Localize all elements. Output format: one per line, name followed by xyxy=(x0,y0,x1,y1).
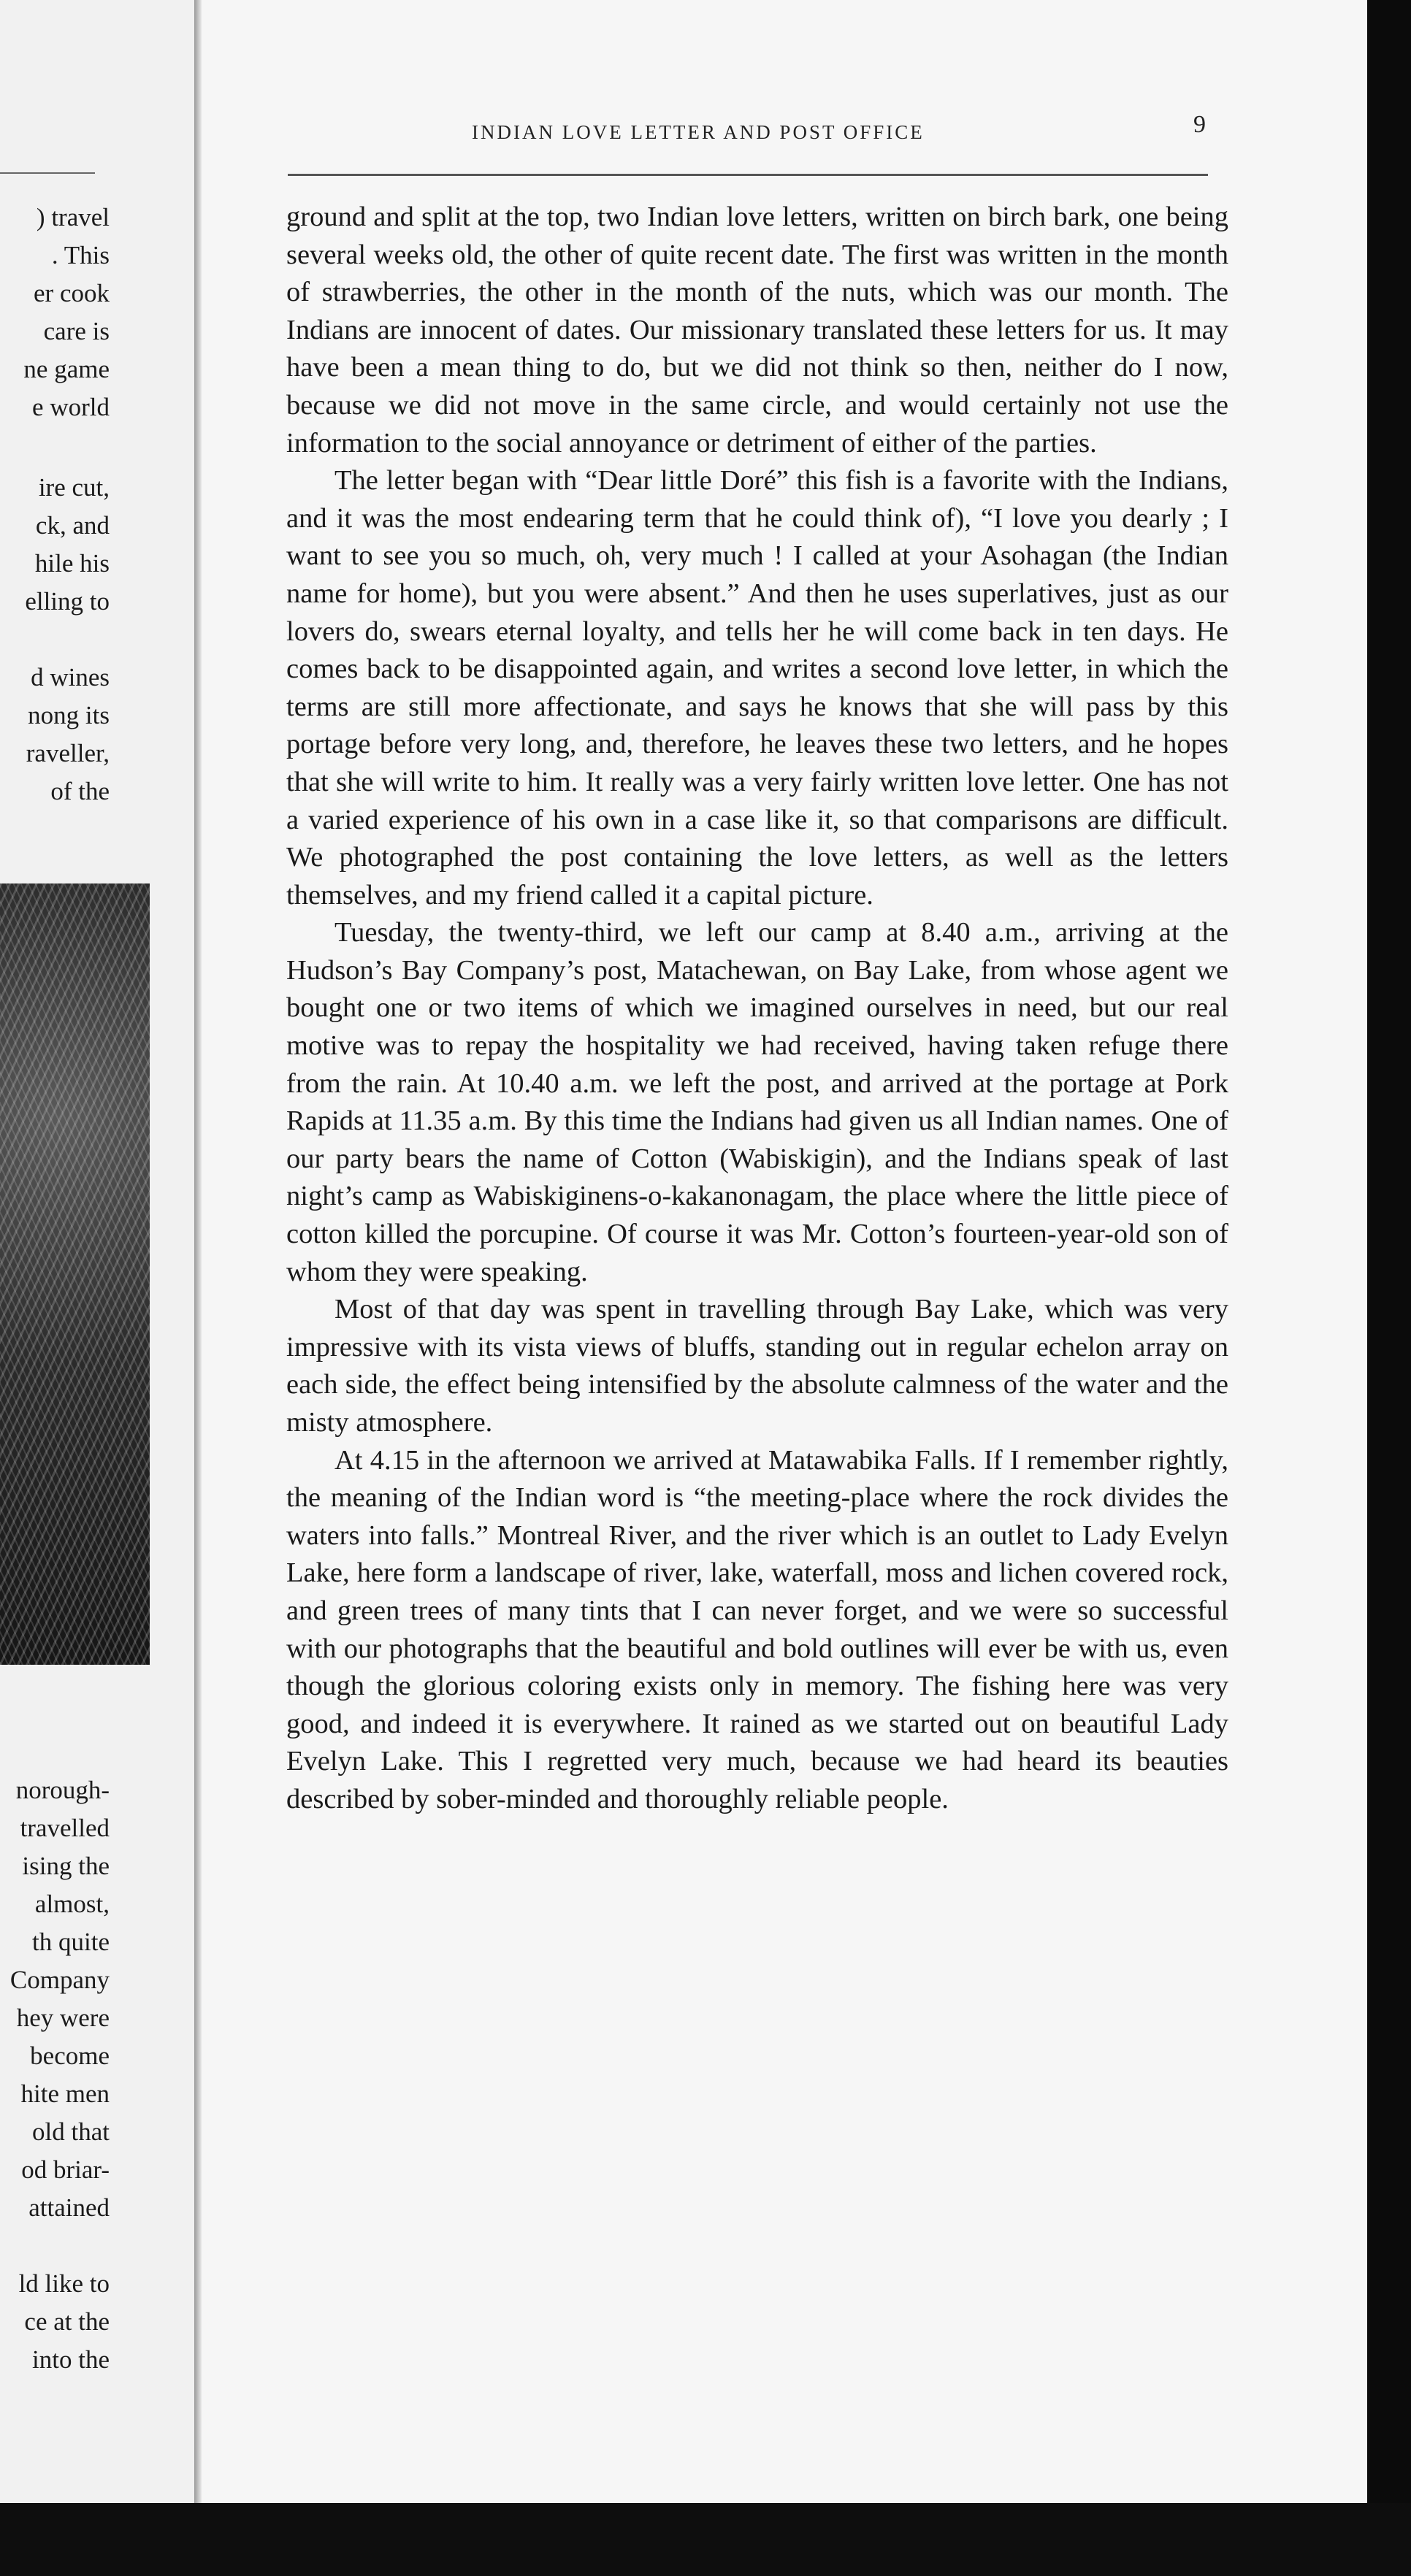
left-text-fragment: hey were xyxy=(16,2004,110,2032)
left-text-fragment: ce at the xyxy=(24,2307,110,2336)
left-text-fragment: e world xyxy=(32,393,110,421)
paragraph: The letter began with “Dear little Doré” this fish is a favorite with the Indians, and it was the most endearing term that he could think of), “I love you dearly ; I want to see you so much, oh, very much ! I called at your Asohagan (the Indian name for home), but you were absent.” And then he uses superlatives, just as our lovers do, swears eternal loyalty, and tells her he will come back in ten days. He comes back to be disappointed again, and writes a second love letter, in which the terms are still more affectionate, and says he knows that she will pass by this portage before very long, and, therefore, he leaves these two letters, and he hopes that she will write to him. It really was a very fairly written love letter. One has not a varied experience of his own in a case like it, so that comparisons are difficult. We photographed the post containing the love letters, as well as the letters themselves, and my friend called it a capital picture. xyxy=(286,465,1228,911)
left-text-fragment: attained xyxy=(28,2193,110,2222)
left-page xyxy=(0,0,198,2503)
left-text-fragment: elling to xyxy=(25,587,110,616)
header-rule xyxy=(288,174,1208,176)
paragraph: Most of that day was spent in travelling through Bay Lake, which was very impressive with its vista views of bluffs, standing out in regular echelon array on each side, the effect being intensified by the absolute calmness of the water and the misty atmosphere. xyxy=(286,1294,1228,1438)
left-text-fragment: er cook xyxy=(34,279,110,307)
left-text-fragment: of the xyxy=(50,777,110,805)
left-page-rule xyxy=(0,172,95,174)
left-text-fragment: care is xyxy=(43,317,110,345)
left-text-fragment: raveller, xyxy=(26,739,110,767)
left-text-fragment: become xyxy=(30,2042,110,2070)
running-head: INDIAN LOVE LETTER AND POST OFFICE xyxy=(472,121,925,143)
right-page xyxy=(202,0,1370,2503)
scan-border-bottom xyxy=(0,2503,1411,2576)
left-text-fragment: travelled xyxy=(20,1814,110,1842)
left-text-fragment: th quite xyxy=(32,1928,110,1956)
paragraph: At 4.15 in the afternoon we arrived at Matawabika Falls. If I remember rightly, the meaning of the Indian word is “the meeting-place where the rock divides the waters into falls.” Montreal River, and the river which is an outlet to Lady Evelyn Lake, here form a landscape of river, lake, waterfall, moss and lichen covered rock, and green trees of many tints that I can never forget, and we were so successful with our photographs that the beautiful and bold outlines will ever be with us, even though the glorious coloring exists only in memory. The fishing here was very good, and indeed it is everywhere. It rained as we started out on beautiful Lady Evelyn Lake. This I regretted very much, because we had heard its beauties described by sober-minded and thoroughly reliable people. xyxy=(286,1444,1228,1814)
paragraph: Tuesday, the twenty-third, we left our camp at 8.40 a.m., arriving at the Hudson’s Bay Company’s post, Matachewan, on Bay Lake, from whose agent we bought one or two items of which we imagined ourselves in need, but our real motive was to repay the hospitality we had received, having taken refuge there from the rain. At 10.40 a.m. we left the post, and arrived at the portage at Pork Rapids at 11.35 a.m. By this time the Indians had given us all Indian names. One of our party bears the name of Cotton (Wabiskigin), and the Indians speak of last night’s camp as Wabiskiginens-o-kakanonagam, the place where the little piece of cotton killed the porcupine. Of course it was Mr. Cotton’s fourteen-year-old son of whom they were speaking. xyxy=(286,917,1228,1287)
left-text-fragment: d wines xyxy=(31,663,110,691)
left-text-fragment: Company xyxy=(9,1966,110,1994)
left-text-fragment: nong its xyxy=(28,701,110,729)
body-text xyxy=(286,199,1228,1819)
left-text-fragment: ck, and xyxy=(35,511,110,540)
paragraph: ground and split at the top, two Indian love letters, written on birch bark, one being several weeks old, the other of quite recent date. The first was written in the month of strawberries, the other in the month of the nuts, which was our month. The Indians are innocent of dates. Our missionary translated these letters for us. It may have been a mean thing to do, but we did not think so then, neither do I now, because we did not move in the same circle, and would certainly not use the information to the social annoyance or detriment of either of the parties. xyxy=(286,202,1228,459)
left-text-fragment: . This xyxy=(51,241,110,269)
left-text-fragment: ld like to xyxy=(18,2269,110,2298)
left-text-fragment: ) travel xyxy=(36,203,110,231)
left-text-fragment: ising the xyxy=(22,1852,110,1880)
left-text-fragment: hite men xyxy=(20,2079,110,2108)
left-text-fragment: od briar- xyxy=(21,2155,110,2184)
left-text-fragment: norough- xyxy=(15,1776,110,1804)
left-text-fragment: hile his xyxy=(34,549,110,578)
left-page-photograph xyxy=(0,883,150,1665)
left-text-fragment: ire cut, xyxy=(38,473,110,502)
left-text-fragment: into the xyxy=(32,2345,110,2374)
book-gutter xyxy=(194,0,202,2503)
scan-border-right xyxy=(1367,0,1411,2576)
page-number: 9 xyxy=(1193,111,1206,138)
left-text-fragment: almost, xyxy=(34,1890,110,1918)
left-text-fragment: old that xyxy=(32,2117,110,2146)
left-text-fragment: ne game xyxy=(23,355,110,383)
